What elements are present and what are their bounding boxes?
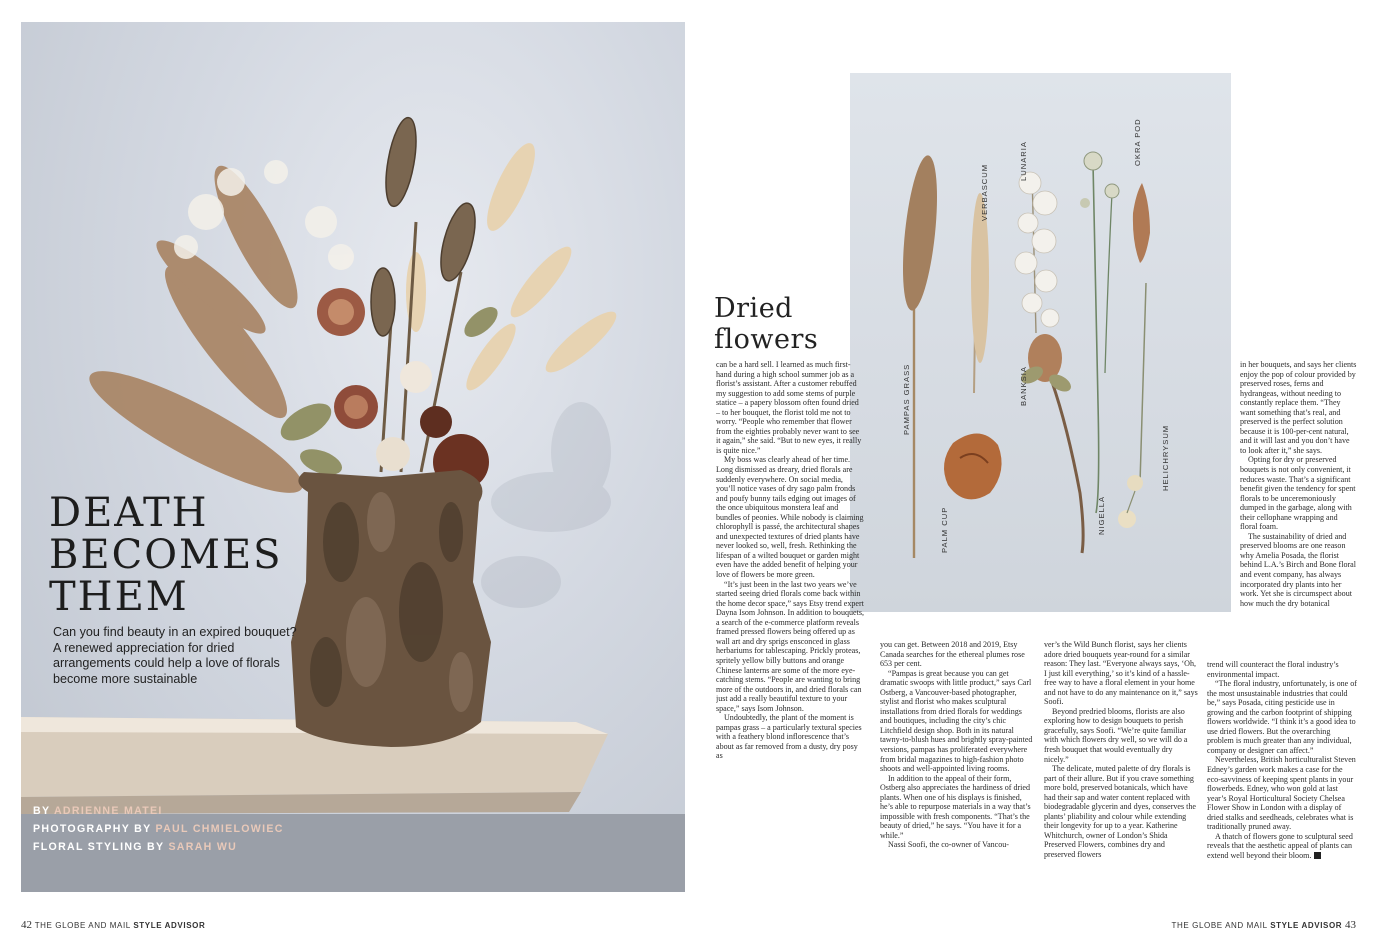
credit-byline bbox=[33, 802, 284, 820]
publication-name: THE GLOBE AND MAIL bbox=[1171, 921, 1268, 930]
body-column-4-bottom bbox=[1207, 660, 1357, 885]
headline-line: BECOMES bbox=[49, 532, 283, 578]
plant-label-verbascum: VERBASCUM bbox=[980, 163, 989, 221]
body-paragraph: Undoubtedly, the plant of the moment is pampas grass – a particularly textural species with a feathery blond inflorescence that’s about as far removed from a dusty, dry posy as bbox=[716, 713, 862, 761]
body-paragraph: in her bouquets, and says her clients enjoy the pop of colour provided by preserved roses, ferns and hydrangeas, without needing to constantly replace them. “They want something that’s real, and preserved is the perfect solution because it is 100-per-cent natural, and it will last and you don’t have to look after it,” she says. bbox=[1240, 360, 1357, 455]
body-column-1 bbox=[716, 360, 864, 908]
body-column-2 bbox=[880, 640, 1034, 908]
plant-label-helichrysum: HELICHRYSUM bbox=[1161, 424, 1170, 491]
headline bbox=[49, 492, 283, 618]
headline-line: THEM bbox=[49, 574, 189, 620]
title-line: Dried bbox=[714, 293, 793, 324]
plant-label-palm-cup: PALM CUP bbox=[940, 506, 949, 553]
publication-name: THE GLOBE AND MAIL bbox=[34, 921, 131, 930]
credit-role: PHOTOGRAPHY BY bbox=[33, 823, 152, 835]
credit-role: FLORAL STYLING BY bbox=[33, 841, 165, 853]
page-number: 43 bbox=[1345, 919, 1356, 931]
body-paragraph: trend will counteract the floral industry’s environmental impact. bbox=[1207, 660, 1339, 679]
body-paragraph: Nevertheless, British horticulturalist Steven Edney’s garden work makes a case for the eco-savviness of keeping spent plants in your flowerbeds. Edney, who won gold at last year’s Royal Horticultural Society Chelsea Flower Show in London with a display of dried stalks and seedheads, celebrates what is traditionally pruned away. bbox=[1207, 755, 1356, 832]
credit-styling bbox=[33, 838, 284, 856]
body-paragraph: Nassi Soofi, the co-owner of Vancou- bbox=[888, 840, 1009, 850]
plant-label-banksia: BANKSIA bbox=[1019, 366, 1028, 406]
credit-name: ADRIENNE MATEI bbox=[53, 805, 163, 817]
closing-sentence: A thatch of flowers gone to sculptural seed reveals that the aesthetic appeal of plants can extend well beyond their bloom. bbox=[1207, 831, 1353, 860]
body-paragraph: The sustainability of dried and preserved blooms are one reason why Amelia Posada, the florist behind L.A.’s Birch and Bone floral and event company, has always incorporated dry plants into her work. Yet she is circumspect about how much the dry botanical bbox=[1240, 531, 1356, 608]
body-paragraph: ver’s the Wild Bunch florist, says her clients adore dried bouquets year-round for a similar reason: They last. “Everyone always says, ‘Oh, I just kill everything,’ so it’s kind of a hassle-free way to have a floral element in your home and not have to do any maintenance on it,” says Soofi. bbox=[1044, 640, 1198, 707]
page-folio-left bbox=[21, 919, 205, 931]
credit-photography bbox=[33, 820, 284, 838]
headline-line: DEATH bbox=[49, 490, 209, 536]
body-paragraph: Opting for dry or preserved bouquets is not only convenient, it reduces waste. That’s a significant benefit given the tendency for spent florals to be unceremoniously dumped in the garbage, along with their cellophane wrapping and floral foam. bbox=[1240, 455, 1356, 532]
body-paragraph: “The floral industry, unfortunately, is one of the most unsustainable industries that could be,” says Posada, citing pesticide use in growing and the carbon footprint of shipping flowers worldwide. “I think it’s a good idea to use dried flowers. But the overarching problem is much greater than any individual, company or designer can affect.” bbox=[1207, 679, 1357, 755]
section-name: STYLE ADVISOR bbox=[1270, 921, 1343, 930]
body-paragraph: can be a hard sell. I learned as much first-hand during a high school summer job as a florist’s assistant. After a customer rebuffed my suggestion to add some stems of purple statice – a papery blossom often found dried – to her bouquet, the florist told me not to worry. “People who remember that flower from the eighties probably never want to see it again,” she said. “But to new eyes, it really is quite nice.” bbox=[716, 360, 862, 455]
body-paragraph: My boss was clearly ahead of her time. Long dismissed as dreary, dried florals are suddenly everywhere. On social media, you’ll notice vases of dry sago palm fronds and poufy bunny tails edging out images of the once ubiquitous monstera leaf and bundles of peonies. While nobody is claiming chlorophyll is passé, the architectural shapes and unexpected textures of dried plants have never looked so, well, fresh. Rethinking the lifespan of a wilted bouquet or garden might even have the added benefit of helping your love of flowers be more green. bbox=[716, 455, 864, 580]
body-paragraph: you can get. Between 2018 and 2019, Etsy Canada searches for the ethereal plumes rose 653 per cent. bbox=[880, 640, 1025, 669]
body-paragraph bbox=[1207, 832, 1357, 861]
specimens-illustration bbox=[850, 73, 1231, 612]
dried-specimens-photo bbox=[850, 73, 1231, 612]
body-paragraph: “Pampas is great because you can get dramatic swoops with little product,” says Carl Ostberg, a Vancouver-based photographer, stylist and florist who makes sculptural installations from dried florals for weddings and boutiques, including the city’s chic Litchfield design shop. Both in its natural tawny-to-blush hues and brightly spray-painted versions, pampas has proliferated everywhere from bridal magazines to high-fashion photo shoots and well-appointed living rooms. bbox=[880, 668, 1033, 774]
body-column-4-top bbox=[1240, 360, 1357, 638]
plant-label-lunaria: LUNARIA bbox=[1019, 141, 1028, 181]
credit-name: SARAH WU bbox=[168, 841, 238, 853]
article-title bbox=[714, 293, 818, 355]
body-column-3 bbox=[1044, 640, 1198, 908]
page-number: 42 bbox=[21, 919, 32, 931]
hero-photo bbox=[21, 22, 685, 892]
vase-arrangement-illustration bbox=[21, 22, 685, 892]
credits bbox=[33, 802, 284, 856]
section-name: STYLE ADVISOR bbox=[133, 921, 206, 930]
dek: Can you find beauty in an expired bouquet? A renewed appreciation for dried arrangements could help a love of florals become more sustainable bbox=[53, 625, 297, 686]
body-paragraph: In addition to the appeal of their form, Ostberg also appreciates the hardiness of dried plants. When one of his displays is finished, he’s able to repurpose materials in a way that’s impossible with fresh components. “That’s the beauty of dried,” he says. “You have it for a while.” bbox=[880, 773, 1031, 840]
credit-name: PAUL CHMIELOWIEC bbox=[155, 823, 284, 835]
plant-label-pampas-grass: PAMPAS GRASS bbox=[902, 363, 911, 435]
body-paragraph: The delicate, muted palette of dry florals is part of their allure. But if you crave something more bold, preserved botanicals, which have had their sap and water content replaced with biodegradable glycerin and dyes, conserves the plants’ pliability and colour while extending their longevity for up to a year. Katherine Whitchurch, owner of London’s Shida Preserved Flowers, combines dry and preserved flowers bbox=[1044, 764, 1196, 860]
page-folio-right bbox=[1172, 919, 1356, 931]
plant-label-okra-pod: OKRA POD bbox=[1133, 118, 1142, 166]
plant-label-nigella: NIGELLA bbox=[1097, 495, 1106, 535]
credit-role: BY bbox=[33, 805, 51, 817]
end-of-story-icon bbox=[1314, 852, 1321, 859]
body-paragraph: Beyond predried blooms, florists are also exploring how to design bouquets to perish gracefully, says Soofi. “We’re quite familiar with which flowers dry well, so we will do a fresh bouquet that would eventually dry nicely.” bbox=[1044, 706, 1188, 764]
body-paragraph: “It’s just been in the last two years we’ve started seeing dried florals come back within the home decor space,” says Etsy trend expert Dayna Isom Johnson. In addition to bouquets, a search of the e-commerce platform reveals framed pressed flowers being offered up as wall art and dry sprigs ensconced in glass herbariums for tablescaping. Prickly proteas, spritely yellow billy buttons and orange Chinese lanterns are some of the more eye-catching stems. “People are wanting to bring more of the outdoors in, and dried florals can just add a really beautiful texture to your space,” says Isom Johnson. bbox=[716, 579, 864, 713]
title-line: flowers bbox=[714, 324, 819, 355]
